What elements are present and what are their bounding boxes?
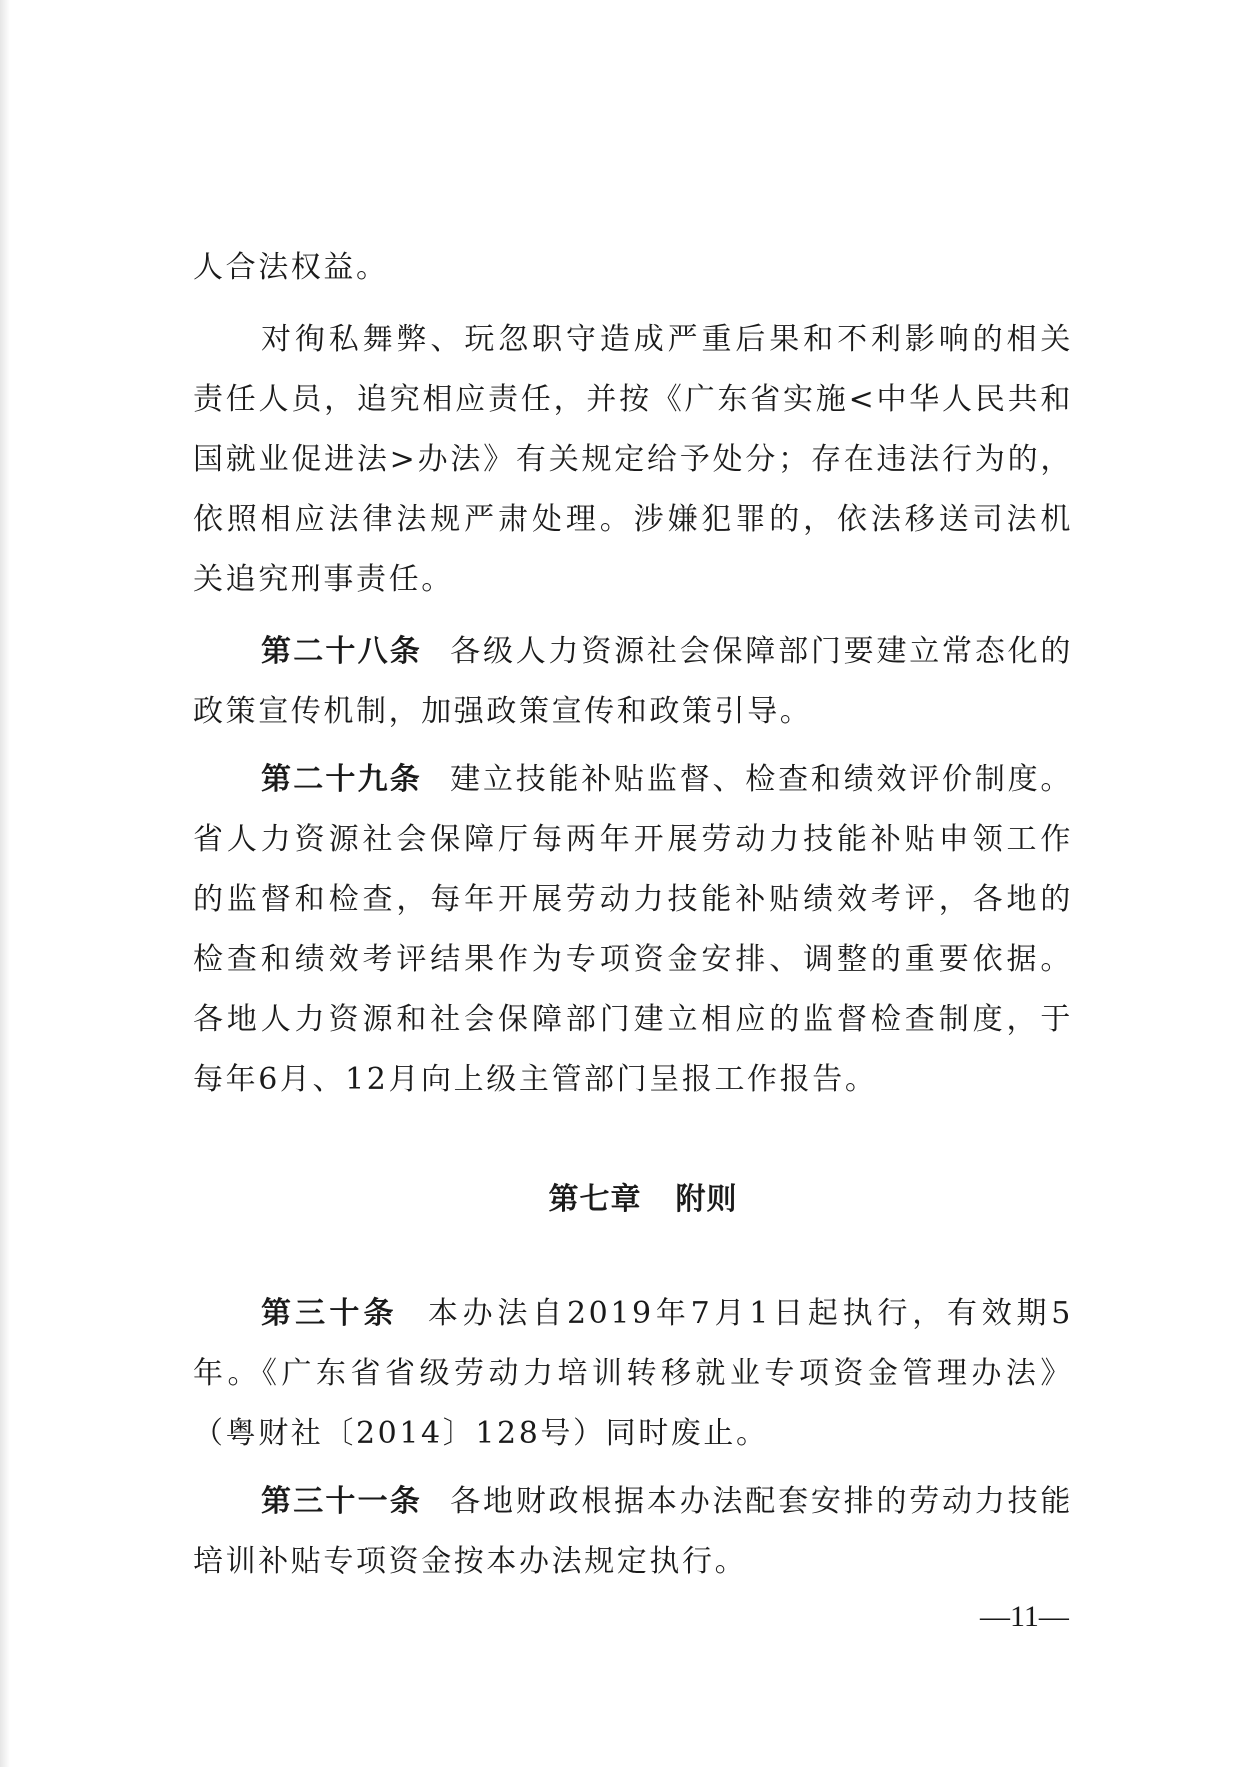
article-30 [193,1284,1073,1464]
page-body [193,238,1073,1592]
scan-edge-shadow [0,0,10,1767]
page-number: —11— [980,1600,1069,1633]
article-29-label: 第二十九条 [261,762,422,797]
article-30-label: 第三十条 [261,1296,398,1331]
article-29 [193,750,1073,1110]
paragraph-continuation: 人合法权益。 [193,250,389,285]
article-31-text: 各地财政根据本办法配套安排的劳动力技能培训补贴专项资金按本办法规定执行。 [193,1484,1074,1579]
paragraph-accountability: 对徇私舞弊、玩忽职守造成严重后果和不利影响的相关责任人员，追究相应责任，并按《广东省实施<中华人民共和国就业促进法>办法》有关规定给予处分；存在违法行为的，依照相应法律法规严肃处理。涉嫌犯罪的，依法移送司法机关追究刑事责任。 [193,322,1073,597]
article-30-text: 本办法自2019年7月1日起执行，有效期5年。《广东省省级劳动力培训转移就业专项资金管理办法》（粤财社〔2014〕128号）同时废止。 [193,1296,1073,1451]
article-28-label: 第二十八条 [261,634,422,669]
article-28-text: 各级人力资源社会保障部门要建立常态化的政策宣传机制，加强政策宣传和政策引导。 [193,634,1074,729]
article-29-text: 建立技能补贴监督、检查和绩效评价制度。省人力资源社会保障厅每两年开展劳动力技能补贴申领工作的监督和检查，每年开展劳动力技能补贴绩效考评，各地的检查和绩效考评结果作为专项资金安排、调整的重要依据。各地人力资源和社会保障部门建立相应的监督检查制度，于每年6月、12月向上级主管部门呈报工作报告。 [193,762,1074,1097]
article-28 [193,622,1073,742]
chapter-heading [193,1170,1073,1230]
chapter-number: 第七章 [548,1182,642,1217]
chapter-title: 附则 [675,1182,738,1217]
article-31 [193,1472,1073,1592]
article-31-label: 第三十一条 [261,1484,422,1519]
